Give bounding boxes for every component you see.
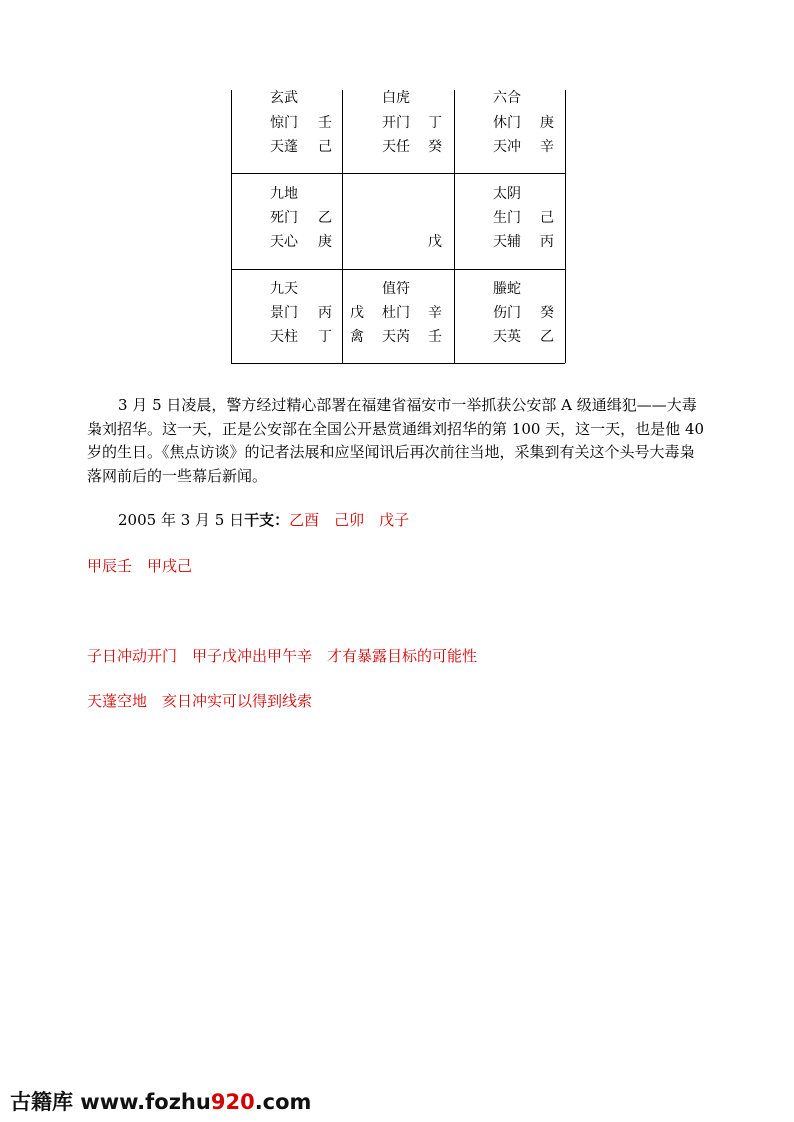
palace-star-stem: 壬: [428, 329, 442, 345]
palace-star-stem: 癸: [428, 139, 442, 155]
palace-star: 天辅: [493, 234, 521, 250]
palace-door-stem: 庚: [540, 115, 554, 131]
palace-door: 惊门: [270, 115, 298, 131]
palace-door: 生门: [493, 210, 521, 226]
palace-door-stem: 癸: [540, 305, 554, 321]
palace-star-stem: 乙: [540, 329, 554, 345]
palace-star: 天任: [382, 139, 410, 155]
divider: [231, 269, 565, 270]
palace-star: 天英: [493, 329, 521, 345]
qimen-chart: [0, 0, 794, 380]
palace-door-stem: 己: [540, 210, 554, 226]
palace-extra-stem: 戊: [350, 305, 364, 321]
ganzhi-line-2: 甲辰壬 甲戌己: [87, 557, 193, 575]
palace-extra-star: 禽: [350, 329, 364, 345]
palace-star-stem: 丙: [540, 234, 554, 250]
palace-god: 六合: [493, 90, 521, 106]
annotation-note: 子日冲动开门 甲子戊冲出甲午辛 才有暴露目标的可能性: [87, 647, 478, 665]
ganzhi-values: 乙酉 己卯 戊子: [289, 511, 410, 529]
palace-god: 九天: [270, 281, 298, 297]
ganzhi-line: [87, 509, 707, 533]
palace-star: 天冲: [493, 139, 521, 155]
palace-door-stem: 丁: [428, 115, 442, 131]
center-stem: 戊: [428, 234, 442, 250]
site-watermark: [10, 1086, 311, 1116]
palace-god: 太阴: [493, 186, 521, 202]
divider: [231, 363, 565, 364]
palace-star-stem: 庚: [318, 234, 332, 250]
palace-star-stem: 辛: [540, 139, 554, 155]
watermark-number: 920: [210, 1090, 255, 1114]
palace-god: 白虎: [382, 90, 410, 106]
ganzhi-label: 干支：: [244, 511, 290, 529]
palace-god: 螣蛇: [493, 281, 521, 297]
divider: [454, 90, 455, 363]
divider: [342, 90, 343, 363]
news-text: 3 月 5 日凌晨，警方经过精心部署在福建省福安市一举抓获公安部 A 级通缉犯——大毒枭刘招华。这一天，正是公安部在全国公开悬赏通缉刘招华的第 100 天，这一天，也是他 40 岁的生日。《焦点访谈》的记者法展和应坚闻讯后再次前往当地，采集到有关这个头号大毒枭落网前后的一些幕后新闻。: [87, 396, 705, 485]
divider: [565, 90, 566, 363]
palace-star: 天蓬: [270, 139, 298, 155]
divider: [231, 90, 232, 363]
palace-star: 天柱: [270, 329, 298, 345]
watermark-brand: 古籍库 www.fozhu: [10, 1090, 211, 1114]
palace-door-stem: 丙: [318, 305, 332, 321]
palace-door: 景门: [270, 305, 298, 321]
ganzhi-date: 2005 年 3 月 5 日: [118, 511, 245, 529]
palace-god: 九地: [270, 186, 298, 202]
palace-door-stem: 乙: [318, 210, 332, 226]
divider: [231, 173, 565, 174]
palace-star: 天心: [270, 234, 298, 250]
palace-door-stem: 辛: [428, 305, 442, 321]
watermark-tail: .com: [254, 1090, 312, 1114]
palace-star: 天芮: [382, 329, 410, 345]
palace-star-stem: 己: [318, 139, 332, 155]
palace-door: 休门: [493, 115, 521, 131]
palace-door: 开门: [382, 115, 410, 131]
palace-door-stem: 壬: [318, 115, 332, 131]
news-paragraph: [87, 394, 707, 488]
annotation-note: 天蓬空地 亥日冲实可以得到线索: [87, 692, 313, 710]
palace-door: 杜门: [382, 305, 410, 321]
palace-door: 伤门: [493, 305, 521, 321]
palace-god: 玄武: [270, 90, 298, 106]
palace-star-stem: 丁: [318, 329, 332, 345]
palace-god: 值符: [382, 281, 410, 297]
palace-door: 死门: [270, 210, 298, 226]
